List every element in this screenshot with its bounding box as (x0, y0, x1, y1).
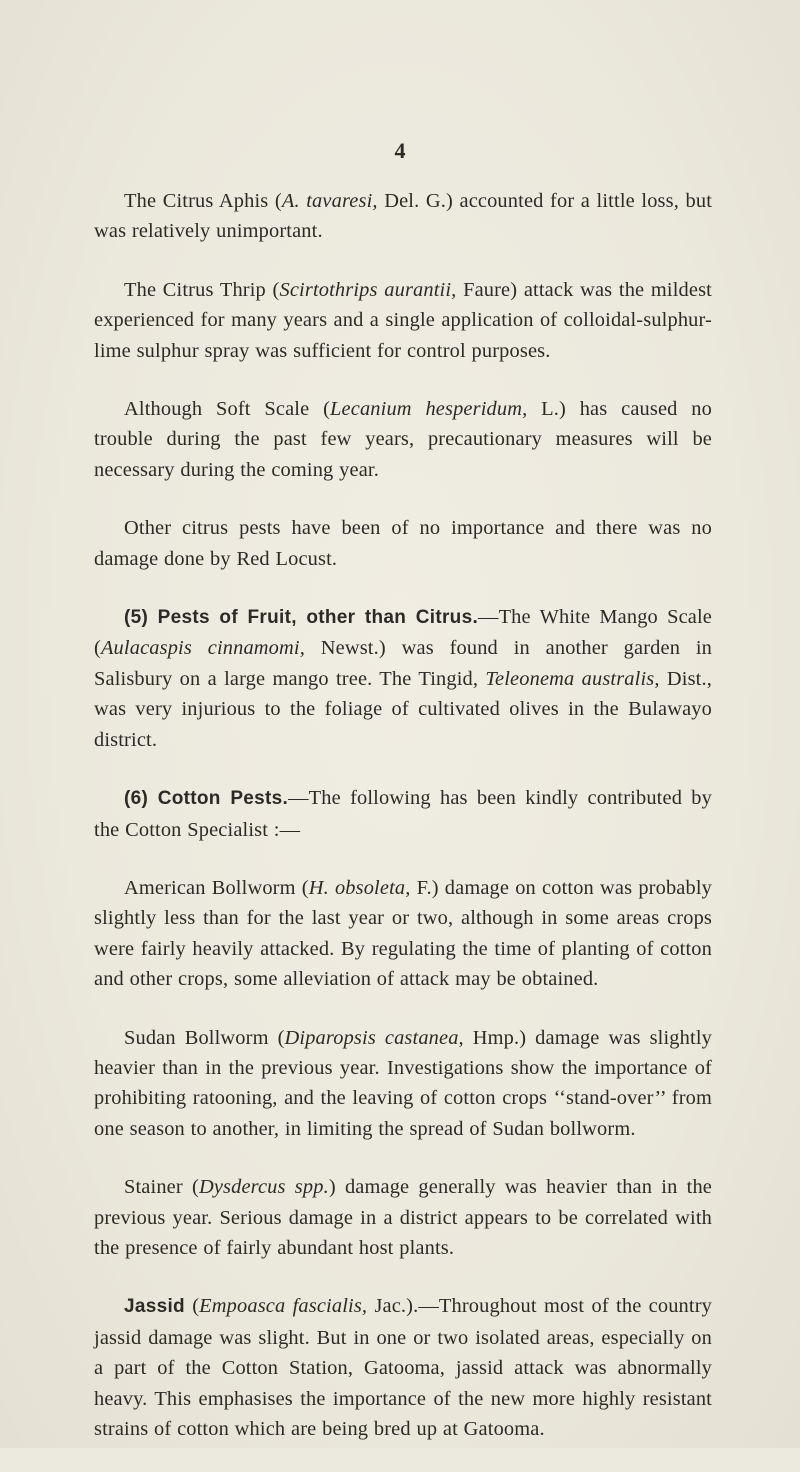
text: American Bollworm ( (124, 876, 309, 899)
paragraph-soft-scale (94, 394, 712, 485)
text: Stainer ( (124, 1176, 199, 1199)
paragraph-fruit-pests (94, 602, 712, 755)
species-name: Aulacaspis cinnamomi, (100, 637, 305, 660)
text: Hmp.) damage was slightly heavier than in the previous year. Investigations show the importance of prohibiting ratooning, and the leaving of cotton crops ‘‘stand-over’’ from one season to another, in limiting the spread of Sudan bollworm. (94, 1026, 712, 1140)
species-name: Lecanium hesperidum, (330, 398, 528, 421)
text: ( (184, 1295, 200, 1318)
text: —The following has been kindly contributed by the Cotton Specialist :— (94, 787, 712, 841)
species-name: A. tavaresi, (281, 190, 378, 212)
species-name: H. obsoleta, (308, 876, 411, 899)
text: Although Soft Scale ( (124, 398, 331, 421)
section-heading-fruit-pests: (5) Pests of Fruit, other than Citrus. (124, 607, 479, 629)
paragraph-american-bollworm (94, 873, 712, 995)
species-name: Teleonema australis, (485, 667, 660, 690)
text: Del. G.) accounted for a little loss, but was relatively unimportant. (94, 190, 713, 243)
paragraph-jassid (94, 1291, 712, 1444)
paragraph-citrus-thrip (94, 275, 712, 366)
species-name: Dysdercus spp. (198, 1176, 329, 1199)
section-heading-jassid: Jassid (124, 1296, 185, 1318)
text: —The White Mango Scale ( (94, 606, 713, 660)
paragraph-sudan-bollworm (94, 1023, 712, 1145)
paragraph-cotton-pests (94, 783, 712, 845)
text: F.) damage on cotton was probably slightly less than for the last year or two, although in some areas crops were fairly heavily attacked. By regulating the time of planting of cotton and other crops, some alleviation of attack may be obtained. (94, 876, 712, 991)
text: The Citrus Aphis ( (124, 190, 282, 212)
species-name: Diparopsis castanea, (284, 1026, 464, 1049)
species-name: Empoasca fascialis, (199, 1295, 368, 1318)
paragraph-stainer (94, 1172, 712, 1263)
paragraph-citrus-aphis (94, 186, 712, 247)
section-heading-cotton-pests: (6) Cotton Pests. (124, 788, 289, 810)
text: L.) has caused no trouble during the past few years, precautionary measures will be necessary during the coming year. (94, 398, 712, 481)
text: ) damage generally was heavier than in the previous year. Serious damage in a district appears to be correlated with the presence of fairly abundant host plants. (94, 1176, 712, 1259)
text: Sudan Bollworm ( (124, 1026, 285, 1049)
species-name: Scirtothrips aurantii, (279, 278, 457, 301)
text: Faure) attack was the mildest experienced for many years and a single application of colloidal-sulphur-lime sulphur spray was sufficient for control purposes. (94, 278, 712, 362)
page-number: 4 (394, 138, 406, 163)
text: Newst.) was found in another garden in Salisbury on a large mango tree. The Tingid, (94, 637, 712, 690)
text: The Citrus Thrip ( (124, 278, 280, 301)
text: Dist., was very injurious to the foliage of cultivated olives in the Bulawayo district. (94, 667, 712, 751)
paragraph-other-citrus-pests (94, 513, 712, 574)
text: Jac.).—Throughout most of the country jassid damage was slight. But in one or two isolated areas, especially on a part of the Cotton Station, Gatooma, jassid attack was abnormally heavy. This emphasises the importance of the new more highly resistant strains of cotton which are being bred up at Gatooma. (94, 1295, 713, 1440)
document-body (94, 186, 712, 1472)
text: Other citrus pests have been of no importance and there was no damage done by Red Locust. (94, 517, 712, 570)
